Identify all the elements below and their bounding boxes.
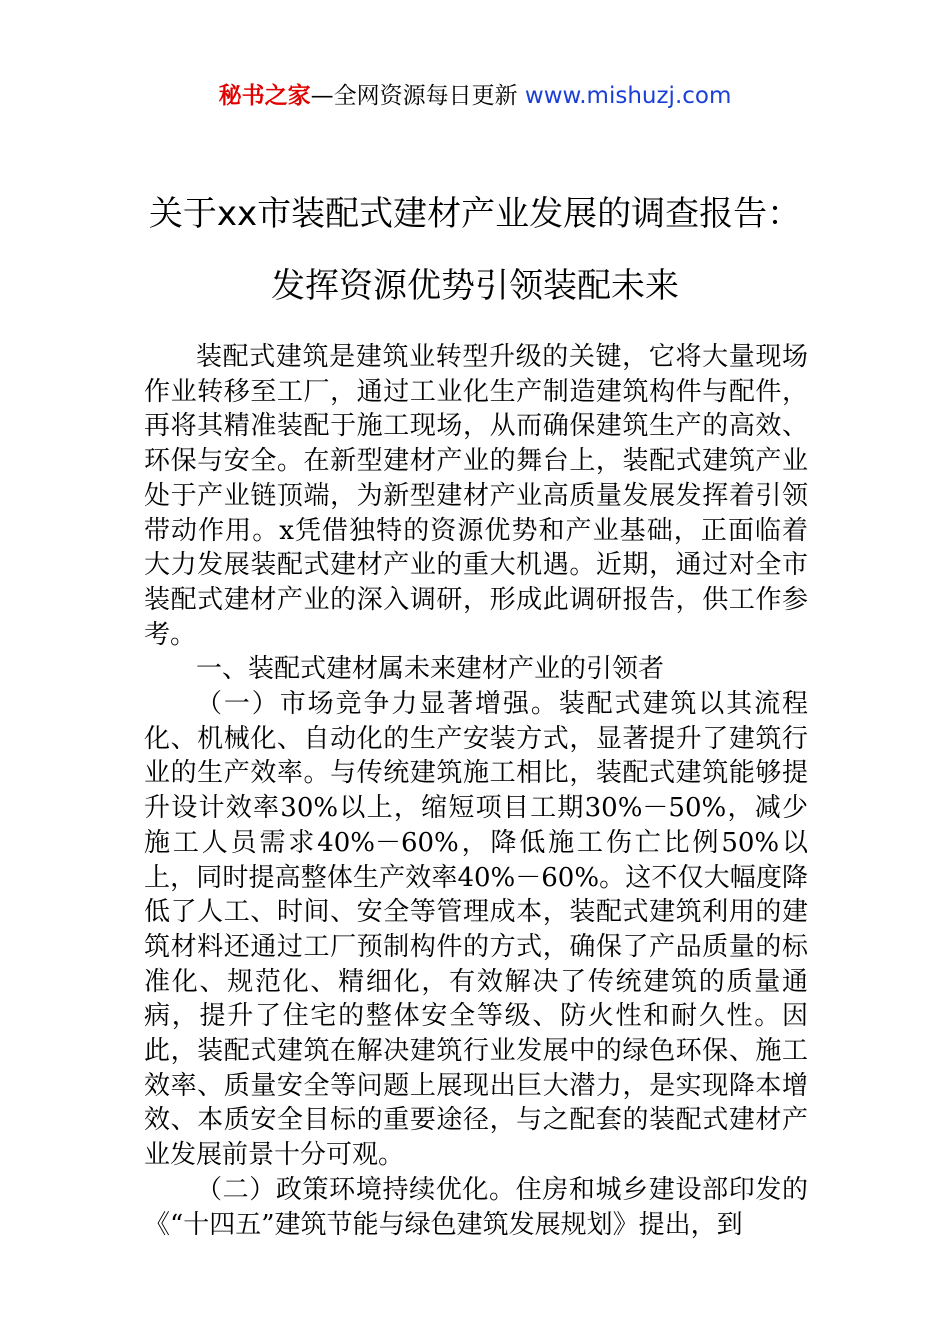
paragraph-policy-environment: （二）政策环境持续优化。住房和城乡建设部印发的《“十四五”建筑节能与绿色建筑发展规划》提出，到 — [144, 1174, 808, 1240]
paragraph-intro: 装配式建筑是建筑业转型升级的关键，它将大量现场作业转移至工厂，通过工业化生产制造建筑构件与配件，再将其精准装配于施工现场，从而确保建筑生产的高效、环保与安全。在新型建材产业的舞台上，装配式建筑产业处于产业链顶端，为新型建材产业高质量发展发挥着引领带动作用。x凭借独特的资源优势和产业基础，正面临着大力发展装配式建材产业的重大机遇。近期，通过对全市装配式建材产业的深入调研，形成此调研报告，供工作参考。 — [144, 342, 808, 650]
section-heading-1: 一、装配式建材属未来建材产业的引领者 — [196, 654, 665, 685]
document-body — [144, 340, 808, 1242]
document-title — [0, 178, 950, 322]
paragraph-market-competitiveness: （一）市场竞争力显著增强。装配式建筑以其流程化、机械化、自动化的生产安装方式，显著提升了建筑行业的生产效率。与传统建筑施工相比，装配式建筑能够提升设计效率30%以上，缩短项目工期30%－50%，减少施工人员需求40%－60%，降低施工伤亡比例50%以上，同时提高整体生产效率40%－60%。这不仅大幅度降低了人工、时间、安全等管理成本，装配式建筑利用的建筑材料还通过工厂预制构件的方式，确保了产品质量的标准化、规范化、精细化，有效解决了传统建筑的质量通病，提升了住宅的整体安全等级、防火性和耐久性。因此，装配式建筑在解决建筑行业发展中的绿色环保、施工效率、质量安全等问题上展现出巨大潜力，是实现降本增效、本质安全目标的重要途径，与之配套的装配式建材产业发展前景十分可观。 — [144, 689, 808, 1171]
title-line-1: 关于xx市装配式建材产业发展的调查报告： — [148, 194, 802, 234]
title-line-2: 发挥资源优势引领装配未来 — [271, 266, 679, 306]
site-tagline: —全网资源每日更新 — [310, 83, 525, 109]
site-header — [0, 80, 950, 112]
site-brand: 秘书之家 — [218, 83, 311, 109]
site-url[interactable]: www.mishuzj.com — [524, 83, 732, 109]
